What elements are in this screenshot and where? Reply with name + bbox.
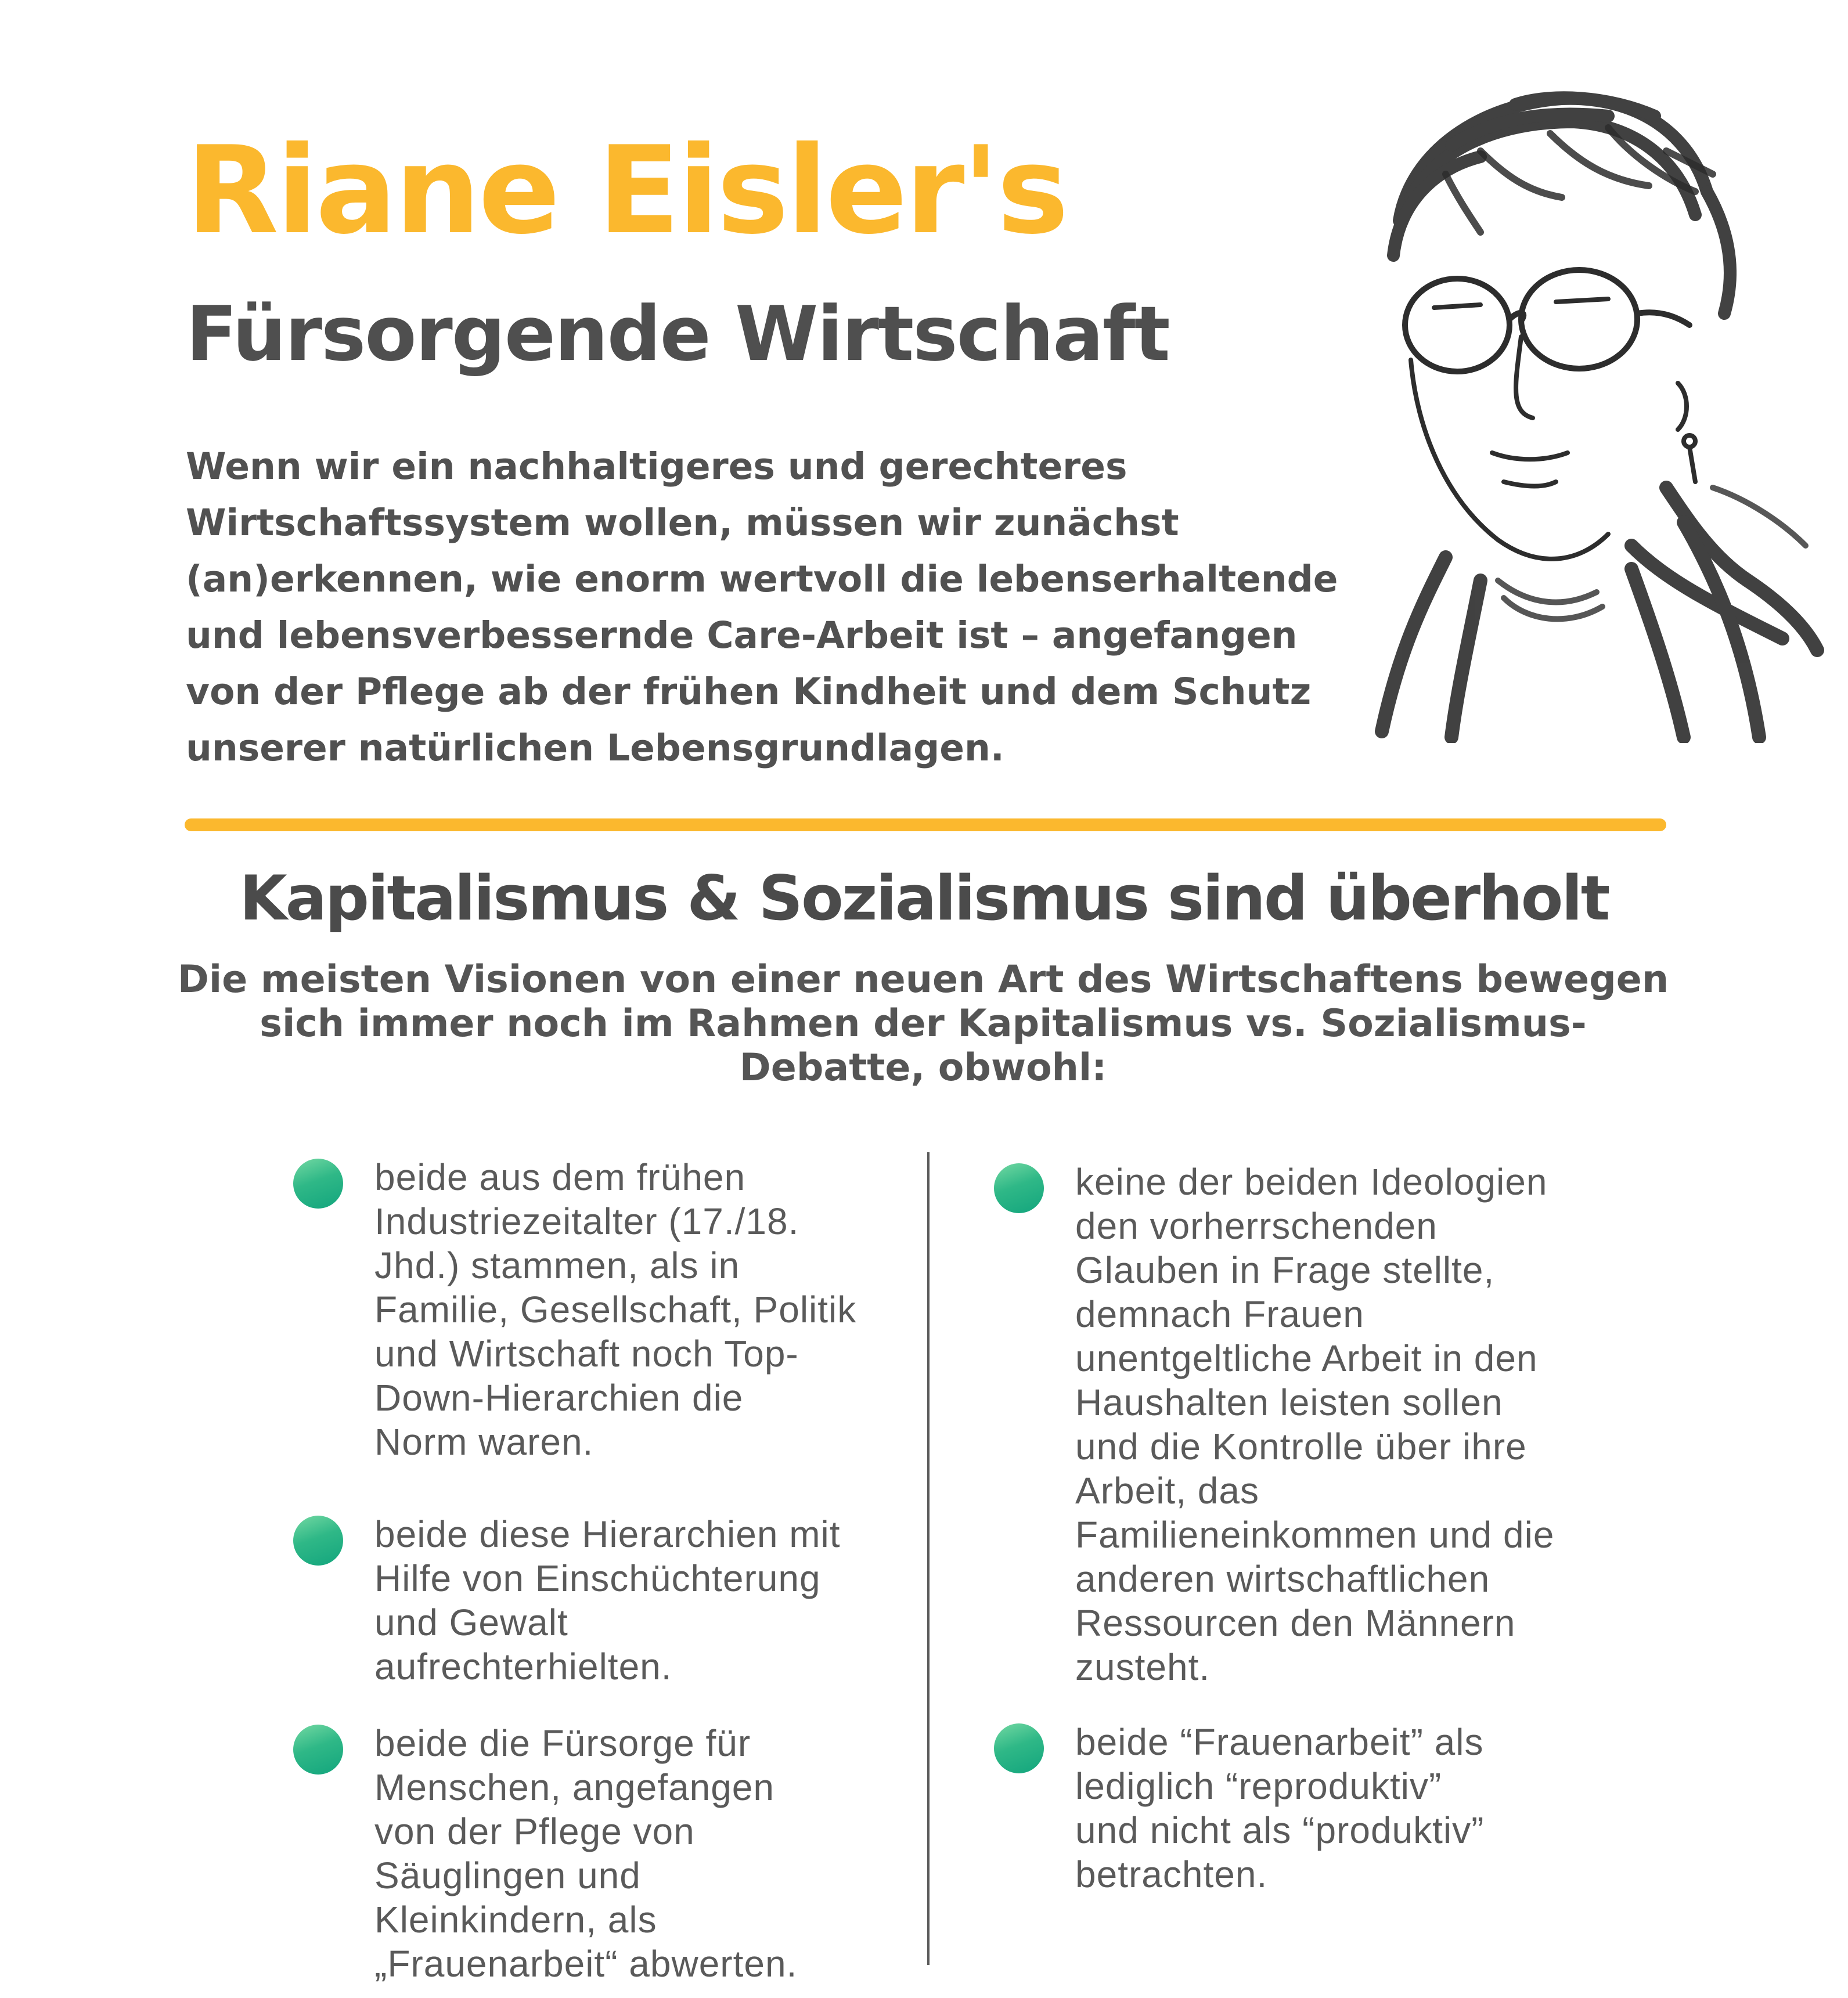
bullet-line: und Wirtschaft noch Top- — [374, 1333, 799, 1375]
bullet-line: Down-Hierarchien die — [374, 1377, 744, 1419]
bullet-line: den vorherrschenden — [1075, 1205, 1438, 1247]
green-circle-bullet-icon — [293, 1725, 343, 1775]
intro-line: Wenn wir ein nachhaltigeres und gerechteres — [186, 445, 1127, 488]
bullet-line: Haushalten leisten sollen — [1075, 1382, 1503, 1423]
intro-line: unserer natürlichen Lebensgrundlagen. — [186, 727, 1004, 769]
bullet-line: Industriezeitalter (17./18. — [374, 1200, 799, 1242]
lead-line: Debatte, obwohl: — [739, 1046, 1107, 1090]
bullet-line: Kleinkindern, als — [374, 1899, 657, 1941]
section-heading: Kapitalismus & Sozialismus sind überholt — [239, 863, 1609, 934]
bullet-line: anderen wirtschaftlichen — [1075, 1558, 1490, 1600]
green-circle-bullet-icon — [293, 1159, 343, 1209]
bullet-line: demnach Frauen — [1075, 1293, 1364, 1335]
lead-line: Die meisten Visionen von einer neuen Art des Wirtschaftens bewegen — [177, 958, 1669, 1001]
green-circle-bullet-icon — [293, 1516, 343, 1566]
bullet-line: lediglich “reproduktiv” — [1075, 1765, 1442, 1807]
bullet-line: „Frauenarbeit“ abwerten. — [374, 1943, 798, 1985]
bullet-line: Familie, Gesellschaft, Politik — [374, 1289, 857, 1330]
bullet-line: beide die Fürsorge für — [374, 1722, 751, 1764]
intro-line: und lebensverbessernde Care-Arbeit ist – angefangen — [186, 614, 1298, 657]
bullet-text — [1075, 1720, 1484, 1896]
bullet-text — [374, 1155, 856, 1464]
bullet-line: betrachten. — [1075, 1853, 1268, 1895]
column-divider — [927, 1152, 930, 1965]
bullet-line: beide aus dem frühen — [374, 1156, 746, 1198]
bullet-line: unentgeltliche Arbeit in den — [1075, 1337, 1538, 1379]
lead-line: sich immer noch im Rahmen der Kapitalismus vs. Sozialismus- — [260, 1002, 1587, 1045]
bullet-line: Ressourcen den Männern — [1075, 1602, 1516, 1644]
section-divider — [185, 818, 1666, 831]
intro-line: von der Pflege ab der frühen Kindheit und dem Schutz — [186, 670, 1312, 713]
bullet-text — [1075, 1160, 1554, 1689]
bullet-line: beide diese Hierarchien mit — [374, 1513, 841, 1555]
portrait-sketch-illustration — [1306, 81, 1829, 743]
section-lead — [168, 958, 1678, 1090]
page-title: Riane Eisler's — [186, 121, 1067, 261]
bullet-line: und Gewalt — [374, 1602, 568, 1643]
bullet-line: Hilfe von Einschüchterung — [374, 1557, 821, 1599]
bullet-line: Glauben in Frage stellte, — [1075, 1249, 1495, 1291]
bullet-text — [374, 1721, 797, 1986]
intro-line: (an)erkennen, wie enorm wertvoll die lebenserhaltende — [186, 558, 1338, 600]
green-circle-bullet-icon — [994, 1723, 1044, 1773]
bullet-text — [374, 1512, 841, 1689]
bullet-line: keine der beiden Ideologien — [1075, 1161, 1548, 1203]
bullet-line: Säuglingen und — [374, 1855, 641, 1896]
bullet-line: Jhd.) stammen, als in — [374, 1245, 740, 1286]
bullet-line: Familieneinkommen und die — [1075, 1514, 1555, 1556]
green-circle-bullet-icon — [994, 1163, 1044, 1213]
bullet-line: und die Kontrolle über ihre — [1075, 1426, 1527, 1467]
bullet-line: zusteht. — [1075, 1646, 1211, 1688]
bullet-line: Norm waren. — [374, 1421, 594, 1463]
bullet-line: beide “Frauenarbeit” als — [1075, 1721, 1484, 1763]
bullet-line: aufrechterhielten. — [374, 1646, 672, 1687]
intro-paragraph — [186, 438, 1388, 776]
bullet-line: und nicht als “produktiv” — [1075, 1809, 1485, 1851]
bullet-line: von der Pflege von — [374, 1811, 695, 1852]
page-subtitle: Fürsorgende Wirtschaft — [186, 290, 1169, 378]
intro-line: Wirtschaftssystem wollen, müssen wir zunächst — [186, 502, 1179, 544]
bullet-line: Arbeit, das — [1075, 1470, 1259, 1512]
bullet-line: Menschen, angefangen — [374, 1766, 774, 1808]
